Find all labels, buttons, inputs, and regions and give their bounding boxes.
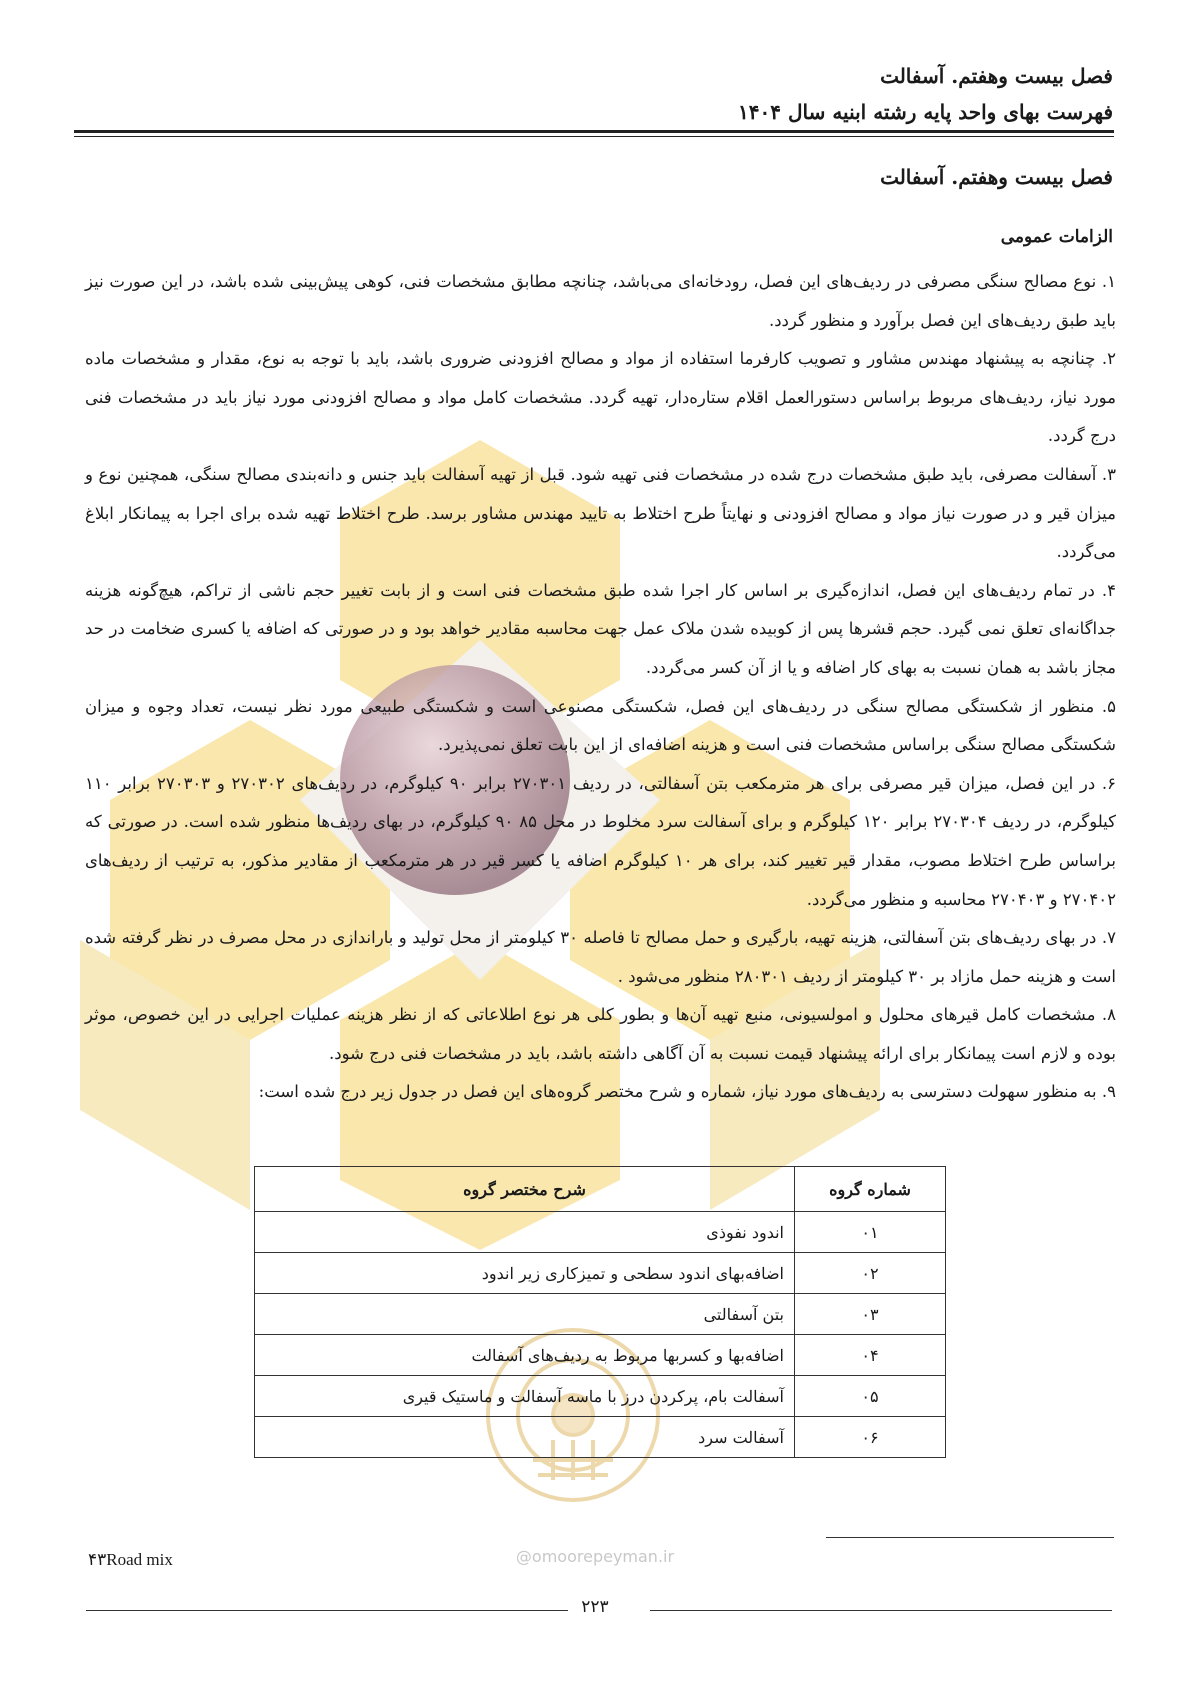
column-header-number: شماره گروه — [795, 1167, 946, 1212]
group-description: اندود نفوذی — [255, 1212, 795, 1253]
chapter-title: فصل بیست وهفتم. آسفالت — [880, 165, 1113, 189]
table-row — [255, 1212, 946, 1253]
group-number: ۰۵ — [795, 1376, 946, 1417]
footnote: ۴۳Road mix — [88, 1550, 173, 1569]
paragraph-2: ۲. چنانچه به پیشنهاد مهندس مشاور و تصویب کارفرما استفاده از مواد و مصالح افزودنی ضروری باشد، باید با توجه به نوع، مقدار و مشخصات ماده مورد نیاز، ردیف‌های مربوط براساس دستورالعمل اقلام ستاره‌دار، تهیه گردد. مشخصات کامل مواد و مصالح افزودنی مورد نیاز باید در مشخصات فنی درج گردد. — [85, 349, 1116, 446]
table-header-row — [255, 1167, 946, 1212]
group-number: ۰۶ — [795, 1417, 946, 1458]
group-number: ۰۳ — [795, 1294, 946, 1335]
header-rule-thin — [74, 136, 1114, 137]
page-header — [738, 58, 1113, 130]
paragraph-5: ۵. منظور از شکستگی مصالح سنگی در ردیف‌های این فصل، شکستگی مصنوعی است و شکستگی طبیعی مورد نظر نیست، تعداد وجوه و میزان شکستگی مصالح سنگی براساس مشخصات فنی است و هزینه اضافه‌ای از این بابت تعلق نمی‌پذیرد. — [85, 696, 1116, 755]
header-list-title: فهرست بهای واحد پایه رشته ابنیه سال ۱۴۰۴ — [738, 100, 1113, 124]
header-rule-thick — [74, 130, 1114, 133]
group-number: ۰۱ — [795, 1212, 946, 1253]
table-row — [255, 1417, 946, 1458]
paragraph-8: ۸. مشخصات کامل قیرهای محلول و امولسیونی، منبع تهیه آن‌ها و بطور کلی هر نوع اطلاعاتی که از نظر هزینه عملیات اجرایی در این خصوص، موثر بوده و لازم است پیمانکار برای ارائه پیشنهاد قیمت نسبت به آن آگاهی داشته باشد، باید در مشخصات فنی درج شود. — [85, 1005, 1116, 1063]
group-description: اضافه‌بهای اندود سطحی و تمیزکاری زیر اندود — [255, 1253, 795, 1294]
footnote-rule — [826, 1537, 1114, 1538]
group-description: اضافه‌بها و کسربها مربوط به ردیف‌های آسفالت — [255, 1335, 795, 1376]
paragraph-3: ۳. آسفالت مصرفی، باید طبق مشخصات درج شده در مشخصات فنی تهیه شود. قبل از تهیه آسفالت باید جنس و دانه‌بندی مصالح سنگی، همچنین نوع و میزان قیر و در صورت نیاز مواد و مصالح افزودنی و نهایتاً طرح اختلاط به تایید مهندس مشاور برسد. طرح اختلاط تهیه شده برای اجرا به پیمانکار ابلاغ می‌گردد. — [85, 464, 1116, 562]
paragraph-7: ۷. در بهای ردیف‌های بتن آسفالتی، هزینه تهیه، بارگیری و حمل مصالح تا فاصله ۳۰ کیلومتر از محل تولید و باراندازی در محل مصرف در نظر گرفته شده است و هزینه حمل مازاد بر ۳۰ کیلومتر از ردیف ۲۸۰۳۰۱ منظور می‌شود . — [85, 928, 1116, 986]
page-number: ۲۲۳ — [581, 1597, 609, 1617]
group-table — [254, 1166, 946, 1458]
group-description: آسفالت سرد — [255, 1417, 795, 1458]
paragraph-4: ۴. در تمام ردیف‌های این فصل، اندازه‌گیری بر اساس کار اجرا شده طبق مشخصات فنی است و از بابت تغییر حجم ناشی از تراکم، هیچ‌گونه هزینه جداگانه‌ای تعلق نمی گیرد. حجم قشرها پس از کوبیده شدن ملاک عمل جهت محاسبه مقادیر خواهد بود و در صورتی که اضافه یا کسری ضخامت در حد مجاز باشد به همان نسبت به بهای کار اضافه و یا از آن کسر می‌گردد. — [85, 580, 1116, 677]
group-description: آسفالت بام، پرکردن درز با ماسه آسفالت و ماستیک قیری — [255, 1376, 795, 1417]
section-heading: الزامات عمومی — [1000, 227, 1113, 247]
table-row — [255, 1335, 946, 1376]
paragraph-9: ۹. به منظور سهولت دسترسی به ردیف‌های مورد نیاز، شماره و شرح مختصر گروه‌های این فصل در جدول زیر درج شده است: — [258, 1082, 1116, 1102]
group-number: ۰۴ — [795, 1335, 946, 1376]
column-header-description: شرح مختصر گروه — [255, 1167, 795, 1212]
header-chapter: فصل بیست وهفتم. آسفالت — [880, 64, 1113, 88]
paragraph-6: ۶. در این فصل، میزان قیر مصرفی برای هر مترمکعب بتن آسفالتی، در ردیف ۲۷۰۳۰۱ برابر ۹۰ کیلوگرم، در ردیف‌های ۲۷۰۳۰۲ و ۲۷۰۳۰۳ برابر ۱۱۰ کیلوگرم، در ردیف ۲۷۰۳۰۴ برابر ۱۲۰ کیلوگرم و برای آسفالت سرد مخلوط در محل ۸۵ ۹۰ کیلوگرم، در بهای ردیف‌ها منظور شده است. در صورتی که براساس طرح اختلاط مصوب، مقدار قیر تغییر کند، برای هر ۱۰ کیلوگرم اضافه یا کسر قیر در هر مترمکعب از مقادیر مذکور، به ترتیب از ردیف‌های ۲۷۰۴۰۲ و ۲۷۰۴۰۳ محاسبه و منظور می‌گردد. — [85, 773, 1117, 909]
table-row — [255, 1294, 946, 1335]
table-row — [255, 1376, 946, 1417]
group-description: بتن آسفالتی — [255, 1294, 795, 1335]
watermark-site-text: @omoorepeyman.ir — [515, 1547, 675, 1566]
paragraph-1: ۱. نوع مصالح سنگی مصرفی در ردیف‌های این فصل، رودخانه‌ای می‌باشد، چنانچه مطابق مشخصات فنی، کوهی پیش‌بینی شده باشد، در این صورت نیز باید طبق ردیف‌های این فصل برآورد و منظور گردد. — [85, 272, 1116, 330]
table-row — [255, 1253, 946, 1294]
general-requirements — [85, 263, 1116, 1112]
group-number: ۰۲ — [795, 1253, 946, 1294]
footer-rule-right — [650, 1610, 1112, 1611]
footer-rule-left — [86, 1610, 568, 1611]
